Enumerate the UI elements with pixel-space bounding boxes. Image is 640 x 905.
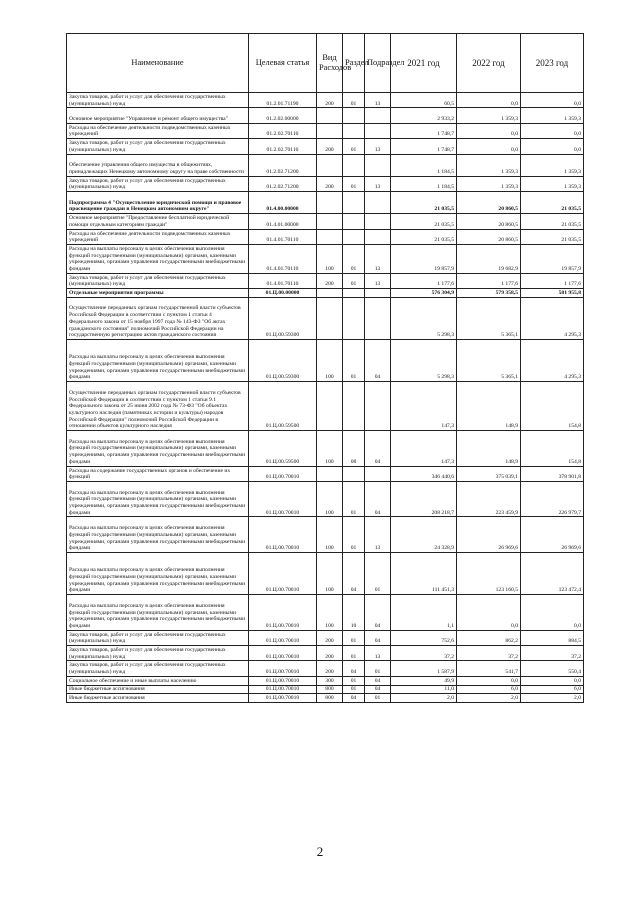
row-2022: 26 969,6	[457, 517, 521, 553]
row-razdel: 01	[343, 93, 365, 108]
table-row	[67, 244, 584, 273]
row-2021: 208 218,7	[391, 481, 457, 517]
row-vid: 800	[317, 694, 343, 703]
row-2022: 37,2	[457, 646, 521, 661]
row-2023: 21 035,5	[521, 229, 584, 244]
row-2023: 154,8	[521, 431, 584, 467]
row-name: Подпрограмма 4 "Осуществление юридической помощи и правовое просвещение граждан в Ненецком автономном округе"	[67, 192, 249, 214]
row-2023: 550,4	[521, 661, 584, 676]
header-name: Наименование	[67, 34, 249, 93]
row-vid	[317, 297, 343, 339]
row-article: 01.Ц.00.00000	[249, 289, 317, 298]
row-article: 01.Ц.00.70010	[249, 685, 317, 694]
row-2021: 1 748,7	[391, 123, 457, 138]
table-row	[67, 93, 584, 108]
row-podrazdel	[365, 466, 391, 481]
row-2021: 111 451,3	[391, 552, 457, 594]
row-2022: 0,0	[457, 123, 521, 138]
row-razdel: 10	[343, 595, 365, 631]
row-podrazdel: 01	[365, 552, 391, 594]
row-article: 01.Ц.00.70010	[249, 595, 317, 631]
row-razdel: 08	[343, 431, 365, 467]
row-article: 01.2.01.71190	[249, 93, 317, 108]
row-podrazdel: 01	[365, 694, 391, 703]
row-2023: 4 295,3	[521, 339, 584, 381]
row-vid	[317, 154, 343, 176]
row-name: Осуществление переданных органам государственной власти субъектов Российской Федерации в соответствии с пунктом 1 статьи 4 Федерального закона от 15 ноября 1997 года № 143-ФЗ "Об актах гражданского состояния" полномочий Российской Федерации на государственную регистрацию актов гражданского состояния	[67, 297, 249, 339]
row-article: 01.4.01.70110	[249, 244, 317, 273]
row-2023: 123 472,4	[521, 552, 584, 594]
row-podrazdel	[365, 214, 391, 229]
row-article: 01.2.02.70110	[249, 139, 317, 154]
page-number: 2	[316, 844, 324, 859]
table-row	[67, 646, 584, 661]
row-razdel	[343, 297, 365, 339]
row-2021: 1 177,6	[391, 273, 457, 288]
row-2021: 1 587,9	[391, 661, 457, 676]
row-2021: 60,5	[391, 93, 457, 108]
header-razdel: Раздел	[343, 34, 365, 93]
row-razdel	[343, 123, 365, 138]
row-2023: 1 359,3	[521, 108, 584, 123]
table-row	[67, 466, 584, 481]
row-name: Расходы на выплаты персоналу в целях обеспечения выполнения функций государственными (муниципальными) органами, казенными учреждениями, органами управления государственными внебюджетными фондами	[67, 481, 249, 517]
row-2023: 1 359,3	[521, 176, 584, 191]
table-row	[67, 289, 584, 298]
table-row	[67, 630, 584, 645]
row-podrazdel: 04	[365, 676, 391, 685]
row-article: 01.2.02.71200	[249, 176, 317, 191]
table-row	[67, 382, 584, 431]
budget-table	[66, 33, 584, 703]
row-2021: 5 298,3	[391, 297, 457, 339]
row-vid	[317, 192, 343, 214]
row-article: 01.4.01.70110	[249, 229, 317, 244]
row-2021: 1,1	[391, 595, 457, 631]
row-podrazdel: 13	[365, 139, 391, 154]
row-2022: 19 682,9	[457, 244, 521, 273]
row-article: 01.Ц.00.70010	[249, 466, 317, 481]
row-2022: 20 860,5	[457, 214, 521, 229]
table-row	[67, 552, 584, 594]
row-name: Осуществление переданных органам государственной власти субъектов Российской Федерации в соответствии с пунктом 1 статьи 9.1 Федерального закона от 25 июня 2002 года № 73-ФЗ "Об объектах культурного наследия (памятниках истории и культуры) народов Российской Федерации" полномочий Российской Федерации в отношении объектов культурного наследия	[67, 382, 249, 431]
row-podrazdel: 04	[365, 481, 391, 517]
row-vid	[317, 229, 343, 244]
row-2021: 21 035,5	[391, 192, 457, 214]
row-2021: 21 035,5	[391, 229, 457, 244]
row-podrazdel: 13	[365, 176, 391, 191]
table-body	[67, 93, 584, 703]
row-podrazdel	[365, 289, 391, 298]
table-header-row	[67, 34, 584, 93]
row-razdel	[343, 192, 365, 214]
row-podrazdel: 04	[365, 431, 391, 467]
table-row	[67, 123, 584, 138]
row-2023: 0,0	[521, 595, 584, 631]
row-vid	[317, 123, 343, 138]
row-name: Закупка товаров, работ и услуг для обеспечения государственных (муниципальных) нужд	[67, 646, 249, 661]
row-razdel	[343, 466, 365, 481]
row-name: Основное мероприятие "Предоставление бесплатной юридической помощи отдельным категориям граждан"	[67, 214, 249, 229]
row-razdel: 01	[343, 676, 365, 685]
row-2022: 375 039,1	[457, 466, 521, 481]
row-2022: 6,0	[457, 685, 521, 694]
row-article: 01.Ц.00.70010	[249, 552, 317, 594]
header-article: Целевая статья	[249, 34, 317, 93]
row-2022: 541,7	[457, 661, 521, 676]
row-2023: 37,2	[521, 646, 584, 661]
row-2023: 226 979,7	[521, 481, 584, 517]
row-2023: 154,8	[521, 382, 584, 431]
row-2021: 1 184,5	[391, 154, 457, 176]
table-row	[67, 139, 584, 154]
row-2023: 378 901,8	[521, 466, 584, 481]
row-podrazdel	[365, 123, 391, 138]
row-2022: 0,0	[457, 93, 521, 108]
row-podrazdel	[365, 154, 391, 176]
row-vid	[317, 289, 343, 298]
row-name: Отдельные мероприятия программы	[67, 289, 249, 298]
row-2022: 20 860,5	[457, 229, 521, 244]
row-podrazdel: 04	[365, 630, 391, 645]
row-name: Иные бюджетные ассигнования	[67, 694, 249, 703]
row-vid: 200	[317, 661, 343, 676]
row-name: Закупка товаров, работ и услуг для обеспечения государственных (муниципальных) нужд	[67, 661, 249, 676]
row-2022: 5 365,1	[457, 339, 521, 381]
header-vid: Вид Расходов	[317, 34, 343, 93]
row-2021: 1 748,7	[391, 139, 457, 154]
row-name: Расходы на обеспечение деятельности подведомственных казенных учреждений	[67, 123, 249, 138]
row-podrazdel	[365, 382, 391, 431]
row-article: 01.2.02.70110	[249, 123, 317, 138]
row-2021: 576 304,9	[391, 289, 457, 298]
table-row	[67, 229, 584, 244]
table-row	[67, 176, 584, 191]
row-article: 01.4.01.70110	[249, 273, 317, 288]
row-vid: 100	[317, 481, 343, 517]
header-2021: 2021 год	[391, 34, 457, 93]
row-name: Закупка товаров, работ и услуг для обеспечения государственных (муниципальных) нужд	[67, 93, 249, 108]
row-2023: 26 969,6	[521, 517, 584, 553]
table-row	[67, 685, 584, 694]
row-name: Расходы на содержание государственных органов и обеспечение их функций	[67, 466, 249, 481]
row-2021: 11,0	[391, 685, 457, 694]
row-2022: 1 177,6	[457, 273, 521, 288]
row-razdel	[343, 382, 365, 431]
table-row	[67, 297, 584, 339]
header-2023: 2023 год	[521, 34, 584, 93]
row-podrazdel: 13	[365, 93, 391, 108]
row-podrazdel: 13	[365, 244, 391, 273]
row-2022: 148,9	[457, 431, 521, 467]
row-2021: 2,0	[391, 694, 457, 703]
table-row	[67, 154, 584, 176]
row-article: 01.Ц.00.70010	[249, 517, 317, 553]
row-razdel: 01	[343, 630, 365, 645]
row-vid	[317, 108, 343, 123]
row-2023: 2,0	[521, 694, 584, 703]
row-article: 01.Ц.00.70010	[249, 676, 317, 685]
row-2021: 37,2	[391, 646, 457, 661]
table-row	[67, 595, 584, 631]
row-razdel: 01	[343, 244, 365, 273]
row-name: Закупка товаров, работ и услуг для обеспечения государственных (муниципальных) нужд	[67, 176, 249, 191]
row-2022: 20 860,5	[457, 192, 521, 214]
row-2021: 2 933,2	[391, 108, 457, 123]
row-name: Социальное обеспечение и иные выплаты населению	[67, 676, 249, 685]
row-razdel: 01	[343, 176, 365, 191]
row-2022: 223 459,9	[457, 481, 521, 517]
row-vid: 100	[317, 244, 343, 273]
header-podrazdel: Подраздел	[365, 34, 391, 93]
row-name: Расходы на выплаты персоналу в целях обеспечения выполнения функций государственными (муниципальными) органами, казенными учреждениями, органами управления государственными внебюджетными фондами	[67, 244, 249, 273]
row-podrazdel	[365, 229, 391, 244]
row-2022: 1 359,3	[457, 154, 521, 176]
row-article: 01.Ц.00.59500	[249, 382, 317, 431]
row-razdel: 04	[343, 661, 365, 676]
row-2022: 0,0	[457, 595, 521, 631]
row-razdel	[343, 289, 365, 298]
row-2021: 1 184,5	[391, 176, 457, 191]
row-razdel: 04	[343, 552, 365, 594]
row-name: Закупка товаров, работ и услуг для обеспечения государственных (муниципальных) нужд	[67, 139, 249, 154]
row-2021: 24 328,9	[391, 517, 457, 553]
row-article: 01.Ц.00.70010	[249, 646, 317, 661]
row-razdel: 01	[343, 481, 365, 517]
row-2022: 0,0	[457, 676, 521, 685]
table-row	[67, 676, 584, 685]
row-podrazdel: 04	[365, 685, 391, 694]
row-2023: 581 955,8	[521, 289, 584, 298]
row-name: Иные бюджетные ассигнования	[67, 685, 249, 694]
row-2022: 2,0	[457, 694, 521, 703]
table-row	[67, 481, 584, 517]
row-razdel: 01	[343, 517, 365, 553]
row-2021: 147,3	[391, 382, 457, 431]
row-vid: 200	[317, 273, 343, 288]
row-2021: 147,3	[391, 431, 457, 467]
row-podrazdel: 13	[365, 517, 391, 553]
table-row	[67, 339, 584, 381]
row-article: 01.Ц.00.59500	[249, 431, 317, 467]
row-vid	[317, 214, 343, 229]
row-2023: 21 035,5	[521, 192, 584, 214]
row-article: 01.4.01.00000	[249, 214, 317, 229]
row-vid	[317, 466, 343, 481]
row-article: 01.Ц.00.70010	[249, 630, 317, 645]
row-name: Расходы на выплаты персоналу в целях обеспечения выполнения функций государственными (муниципальными) органами, казенными учреждениями, органами управления государственными внебюджетными фондами	[67, 431, 249, 467]
row-podrazdel: 04	[365, 339, 391, 381]
row-2022: 579 358,5	[457, 289, 521, 298]
row-name: Расходы на выплаты персоналу в целях обеспечения выполнения функций государственными (муниципальными) органами, казенными учреждениями, органами управления государственными внебюджетными фондами	[67, 339, 249, 381]
row-2023: 21 035,5	[521, 214, 584, 229]
row-razdel: 04	[343, 694, 365, 703]
row-podrazdel	[365, 297, 391, 339]
row-vid: 800	[317, 685, 343, 694]
row-vid: 100	[317, 552, 343, 594]
row-2023: 0,0	[521, 676, 584, 685]
table-row	[67, 694, 584, 703]
row-2023: 0,0	[521, 139, 584, 154]
header-2022: 2022 год	[457, 34, 521, 93]
row-article: 01.2.02.71200	[249, 154, 317, 176]
row-2021: 21 035,5	[391, 214, 457, 229]
row-vid	[317, 382, 343, 431]
row-2023: 884,5	[521, 630, 584, 645]
row-vid: 100	[317, 339, 343, 381]
row-vid: 100	[317, 517, 343, 553]
table-row	[67, 431, 584, 467]
row-vid: 100	[317, 431, 343, 467]
row-2022: 123 160,5	[457, 552, 521, 594]
row-vid: 200	[317, 630, 343, 645]
row-podrazdel: 01	[365, 661, 391, 676]
row-2023: 1 359,3	[521, 154, 584, 176]
row-2022: 0,0	[457, 139, 521, 154]
table-row	[67, 661, 584, 676]
row-2022: 862,2	[457, 630, 521, 645]
row-vid: 200	[317, 93, 343, 108]
row-razdel	[343, 214, 365, 229]
row-razdel: 01	[343, 273, 365, 288]
row-2023: 19 857,9	[521, 244, 584, 273]
row-razdel: 01	[343, 646, 365, 661]
row-article: 01.Ц.00.59300	[249, 297, 317, 339]
row-article: 01.Ц.00.59300	[249, 339, 317, 381]
row-2021: 346 440,6	[391, 466, 457, 481]
row-2023: 0,0	[521, 123, 584, 138]
row-vid: 300	[317, 676, 343, 685]
row-2022: 1 359,3	[457, 176, 521, 191]
row-razdel	[343, 108, 365, 123]
row-name: Расходы на обеспечение деятельности подведомственных казенных учреждений	[67, 229, 249, 244]
row-2022: 148,9	[457, 382, 521, 431]
row-article: 01.4.00.00000	[249, 192, 317, 214]
row-name: Обеспечение управления общего имущества в общежитиях, принадлежащих Ненецкому автономному округу на праве собственности	[67, 154, 249, 176]
row-name: Закупка товаров, работ и услуг для обеспечения государственных (муниципальных) нужд	[67, 630, 249, 645]
table-row	[67, 192, 584, 214]
row-vid: 100	[317, 595, 343, 631]
row-name: Расходы на выплаты персоналу в целях обеспечения выполнения функций государственными (муниципальными) органами, казенными учреждениями, органами управления государственными внебюджетными фондами	[67, 552, 249, 594]
row-podrazdel: 04	[365, 595, 391, 631]
row-podrazdel	[365, 192, 391, 214]
table-row	[67, 108, 584, 123]
row-razdel: 01	[343, 139, 365, 154]
row-name: Основное мероприятие "Управление и ремонт общего имущества"	[67, 108, 249, 123]
row-podrazdel: 13	[365, 646, 391, 661]
row-2021: 752,6	[391, 630, 457, 645]
row-razdel	[343, 229, 365, 244]
row-vid: 200	[317, 139, 343, 154]
row-article: 01.Ц.00.70010	[249, 481, 317, 517]
row-podrazdel	[365, 108, 391, 123]
row-vid: 200	[317, 646, 343, 661]
row-name: Расходы на выплаты персоналу в целях обеспечения выполнения функций государственными (муниципальными) органами, казенными учреждениями, органами управления государственными внебюджетными фондами	[67, 595, 249, 631]
table-row	[67, 273, 584, 288]
row-article: 01.Ц.00.70010	[249, 661, 317, 676]
row-article: 01.2.02.00000	[249, 108, 317, 123]
row-2023: 1 177,6	[521, 273, 584, 288]
row-2023: 0,0	[521, 93, 584, 108]
row-name: Расходы на выплаты персоналу в целях обеспечения выполнения функций государственными (муниципальными) органами, казенными учреждениями, органами управления государственными внебюджетными фондами	[67, 517, 249, 553]
row-2021: 19 857,9	[391, 244, 457, 273]
row-name: Закупка товаров, работ и услуг для обеспечения государственных (муниципальных) нужд	[67, 273, 249, 288]
row-2023: 4 295,3	[521, 297, 584, 339]
table-row	[67, 517, 584, 553]
row-2022: 5 365,1	[457, 297, 521, 339]
row-razdel: 01	[343, 339, 365, 381]
row-razdel: 01	[343, 685, 365, 694]
row-article: 01.Ц.00.70010	[249, 694, 317, 703]
row-2022: 1 359,3	[457, 108, 521, 123]
row-podrazdel: 13	[365, 273, 391, 288]
row-2021: 49,9	[391, 676, 457, 685]
row-razdel	[343, 154, 365, 176]
row-2023: 6,0	[521, 685, 584, 694]
row-2021: 5 298,3	[391, 339, 457, 381]
row-vid: 200	[317, 176, 343, 191]
table-row	[67, 214, 584, 229]
